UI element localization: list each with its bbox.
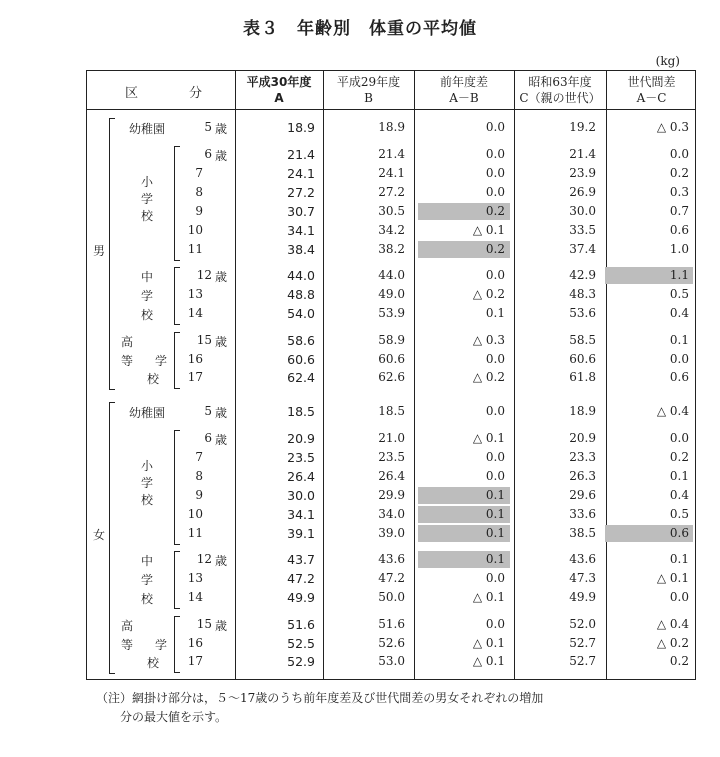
age-number: 17: [187, 370, 203, 384]
age-number: 12: [196, 268, 212, 282]
group-high-4: 校: [147, 656, 160, 670]
value-a: 58.6: [287, 333, 315, 348]
age-unit: 歳: [215, 433, 228, 447]
value-ac: 0.0: [669, 590, 689, 604]
value-ac: 1.0: [669, 242, 689, 256]
value-a: 48.8: [287, 287, 315, 302]
group-kinder: 幼稚園: [129, 122, 166, 136]
value-ab: 0.1: [485, 552, 505, 566]
value-ac: 0.2: [669, 654, 689, 668]
value-ab: △ 0.1: [472, 223, 505, 237]
col-divider: [414, 71, 415, 679]
sex-label: 女: [93, 528, 106, 542]
group-high-1: 高: [121, 335, 134, 349]
value-b: 58.9: [378, 333, 405, 347]
value-c: 37.4: [569, 242, 596, 256]
value-c: 20.9: [569, 431, 596, 445]
value-c: 48.3: [569, 287, 596, 301]
value-a: 23.5: [287, 450, 315, 465]
age-unit: 歳: [215, 554, 228, 568]
value-b: 26.4: [378, 469, 405, 483]
value-b: 29.9: [378, 488, 405, 502]
value-b: 18.5: [378, 404, 405, 418]
group-high-3: 学: [155, 354, 168, 368]
value-a: 51.6: [287, 617, 315, 632]
sex-label: 男: [93, 244, 106, 258]
value-a: 24.1: [287, 166, 315, 181]
value-a: 18.9: [287, 120, 315, 135]
value-b: 62.6: [378, 370, 405, 384]
age-unit: 歳: [215, 122, 228, 136]
value-a: 38.4: [287, 242, 315, 257]
table-header: [87, 71, 695, 110]
group-high-4: 校: [147, 372, 160, 386]
value-c: 21.4: [569, 147, 596, 161]
value-ac: 1.1: [669, 268, 689, 282]
col-divider: [514, 71, 515, 679]
group-junior: 中 学 校: [140, 554, 153, 606]
age-unit: 歳: [215, 335, 228, 349]
group-bracket: [174, 146, 180, 261]
value-b: 49.0: [378, 287, 405, 301]
footnote: [96, 689, 543, 727]
header-col-a: 平成30年度 A: [246, 75, 312, 105]
age-number: 6: [204, 431, 212, 445]
header-col-ac: 世代間差 A－C: [627, 75, 676, 105]
value-a: 62.4: [287, 370, 315, 385]
value-ab: △ 0.2: [472, 370, 505, 384]
value-b: 21.4: [378, 147, 405, 161]
group-bracket: [174, 267, 180, 325]
value-c: 58.5: [569, 333, 596, 347]
age-number: 8: [195, 185, 203, 199]
value-a: 30.7: [287, 204, 315, 219]
value-ab: 0.0: [485, 617, 505, 631]
value-a: 20.9: [287, 431, 315, 446]
value-b: 27.2: [378, 185, 405, 199]
value-c: 53.6: [569, 306, 596, 320]
age-number: 17: [187, 654, 203, 668]
value-ab: 0.0: [485, 352, 505, 366]
age-number: 13: [187, 287, 203, 301]
age-unit: 歳: [215, 149, 228, 163]
age-number: 15: [196, 333, 212, 347]
value-b: 43.6: [378, 552, 405, 566]
value-c: 26.3: [569, 469, 596, 483]
value-b: 50.0: [378, 590, 405, 604]
value-c: 52.7: [569, 654, 596, 668]
age-number: 10: [187, 223, 203, 237]
value-c: 61.8: [569, 370, 596, 384]
value-ac: 0.7: [669, 204, 689, 218]
value-a: 27.2: [287, 185, 315, 200]
value-b: 23.5: [378, 450, 405, 464]
age-unit: 歳: [215, 619, 228, 633]
age-unit: 歳: [215, 406, 228, 420]
value-ac: 0.3: [669, 185, 689, 199]
value-ab: 0.1: [485, 507, 505, 521]
value-a: 43.7: [287, 552, 315, 567]
group-bracket: [174, 616, 180, 673]
age-number: 16: [187, 636, 203, 650]
age-number: 13: [187, 571, 203, 585]
value-ac: 0.6: [669, 223, 689, 237]
value-ab: △ 0.1: [472, 431, 505, 445]
group-bracket: [174, 332, 180, 389]
value-ac: 0.6: [669, 526, 689, 540]
value-c: 42.9: [569, 268, 596, 282]
value-ac: △ 0.4: [656, 617, 689, 631]
value-c: 29.6: [569, 488, 596, 502]
age-number: 9: [195, 488, 203, 502]
value-a: 30.0: [287, 488, 315, 503]
value-ab: 0.0: [485, 268, 505, 282]
value-c: 38.5: [569, 526, 596, 540]
group-kinder: 幼稚園: [129, 406, 166, 420]
value-c: 26.9: [569, 185, 596, 199]
value-c: 49.9: [569, 590, 596, 604]
value-ab: △ 0.1: [472, 654, 505, 668]
age-number: 12: [196, 552, 212, 566]
value-c: 19.2: [569, 120, 596, 134]
age-number: 10: [187, 507, 203, 521]
value-ac: 0.0: [669, 147, 689, 161]
group-high-2: 等: [121, 354, 134, 368]
value-ac: 0.5: [669, 507, 689, 521]
value-ac: 0.5: [669, 287, 689, 301]
sex-bracket: [109, 402, 115, 674]
value-b: 53.9: [378, 306, 405, 320]
group-junior: 中 学 校: [140, 270, 153, 322]
value-a: 60.6: [287, 352, 315, 367]
value-c: 47.3: [569, 571, 596, 585]
value-ac: 0.4: [669, 488, 689, 502]
age-number: 7: [195, 166, 203, 180]
value-b: 51.6: [378, 617, 405, 631]
value-ac: △ 0.2: [656, 636, 689, 650]
age-number: 6: [204, 147, 212, 161]
value-ab: 0.2: [485, 204, 505, 218]
value-ac: 0.1: [669, 552, 689, 566]
value-ab: △ 0.1: [472, 636, 505, 650]
unit-label: (kg): [655, 54, 680, 68]
value-ab: 0.0: [485, 450, 505, 464]
value-ab: 0.1: [485, 526, 505, 540]
value-ab: 0.0: [485, 147, 505, 161]
value-ac: 0.4: [669, 306, 689, 320]
value-ab: △ 0.1: [472, 590, 505, 604]
header-col-b: 平成29年度 B: [336, 75, 401, 105]
age-number: 5: [204, 404, 212, 418]
value-ab: 0.2: [485, 242, 505, 256]
group-high-3: 学: [155, 638, 168, 652]
col-divider: [235, 71, 236, 679]
value-ac: 0.1: [669, 469, 689, 483]
value-b: 52.6: [378, 636, 405, 650]
age-number: 7: [195, 450, 203, 464]
weight-table: [86, 70, 696, 680]
value-b: 38.2: [378, 242, 405, 256]
value-b: 44.0: [378, 268, 405, 282]
header-kubun-right: 分: [189, 86, 203, 101]
value-a: 54.0: [287, 306, 315, 321]
value-b: 60.6: [378, 352, 405, 366]
value-ab: 0.0: [485, 404, 505, 418]
value-b: 24.1: [378, 166, 405, 180]
group-elem: 小 学 校: [140, 175, 153, 223]
value-c: 23.9: [569, 166, 596, 180]
header-col-ab: 前年度差 A－B: [439, 75, 488, 105]
value-c: 33.5: [569, 223, 596, 237]
table-title: 表３ 年齢別 体重の平均値: [243, 19, 477, 39]
group-bracket: [174, 430, 180, 545]
value-ac: 0.0: [669, 431, 689, 445]
value-ac: △ 0.4: [656, 404, 689, 418]
value-c: 52.0: [569, 617, 596, 631]
value-a: 26.4: [287, 469, 315, 484]
age-number: 11: [187, 242, 203, 256]
value-a: 49.9: [287, 590, 315, 605]
value-ac: 0.2: [669, 166, 689, 180]
value-b: 21.0: [378, 431, 405, 445]
age-number: 8: [195, 469, 203, 483]
value-ac: 0.6: [669, 370, 689, 384]
value-ab: △ 0.2: [472, 287, 505, 301]
group-high-1: 高: [121, 619, 134, 633]
value-a: 52.9: [287, 654, 315, 669]
value-ab: 0.1: [485, 488, 505, 502]
footnote-line-2: 分の最大値を示す。: [120, 710, 228, 724]
header-col-c: 昭和63年度 C（親の世代）: [519, 75, 601, 105]
value-b: 30.5: [378, 204, 405, 218]
age-number: 14: [187, 306, 203, 320]
value-ab: 0.0: [485, 166, 505, 180]
value-ab: 0.0: [485, 120, 505, 134]
value-a: 34.1: [287, 507, 315, 522]
value-ab: 0.0: [485, 571, 505, 585]
age-number: 16: [187, 352, 203, 366]
value-a: 18.5: [287, 404, 315, 419]
value-ac: 0.1: [669, 333, 689, 347]
value-a: 34.1: [287, 223, 315, 238]
value-c: 23.3: [569, 450, 596, 464]
value-c: 60.6: [569, 352, 596, 366]
value-c: 30.0: [569, 204, 596, 218]
value-a: 47.2: [287, 571, 315, 586]
value-b: 34.0: [378, 507, 405, 521]
value-a: 44.0: [287, 268, 315, 283]
value-a: 52.5: [287, 636, 315, 651]
age-number: 11: [187, 526, 203, 540]
value-ab: 0.0: [485, 469, 505, 483]
group-elem: 小 学 校: [140, 459, 153, 507]
header-kubun-left: 区: [125, 86, 139, 101]
group-high-2: 等: [121, 638, 134, 652]
group-bracket: [174, 551, 180, 609]
value-a: 21.4: [287, 147, 315, 162]
value-c: 33.6: [569, 507, 596, 521]
value-ac: 0.2: [669, 450, 689, 464]
value-b: 18.9: [378, 120, 405, 134]
age-number: 9: [195, 204, 203, 218]
age-number: 15: [196, 617, 212, 631]
value-ab: 0.1: [485, 306, 505, 320]
value-b: 39.0: [378, 526, 405, 540]
value-c: 52.7: [569, 636, 596, 650]
value-ab: 0.0: [485, 185, 505, 199]
value-b: 53.0: [378, 654, 405, 668]
value-b: 47.2: [378, 571, 405, 585]
value-ab: △ 0.3: [472, 333, 505, 347]
col-divider: [606, 71, 607, 679]
value-ac: △ 0.1: [656, 571, 689, 585]
age-number: 5: [204, 120, 212, 134]
value-b: 34.2: [378, 223, 405, 237]
age-unit: 歳: [215, 270, 228, 284]
value-a: 39.1: [287, 526, 315, 541]
sex-bracket: [109, 118, 115, 390]
age-number: 14: [187, 590, 203, 604]
value-c: 43.6: [569, 552, 596, 566]
value-c: 18.9: [569, 404, 596, 418]
value-ac: △ 0.3: [656, 120, 689, 134]
footnote-line-1: （注）網掛け部分は，５～17歳のうち前年度差及び世代間差の男女それぞれの増加: [96, 691, 544, 705]
col-divider: [323, 71, 324, 679]
value-ac: 0.0: [669, 352, 689, 366]
